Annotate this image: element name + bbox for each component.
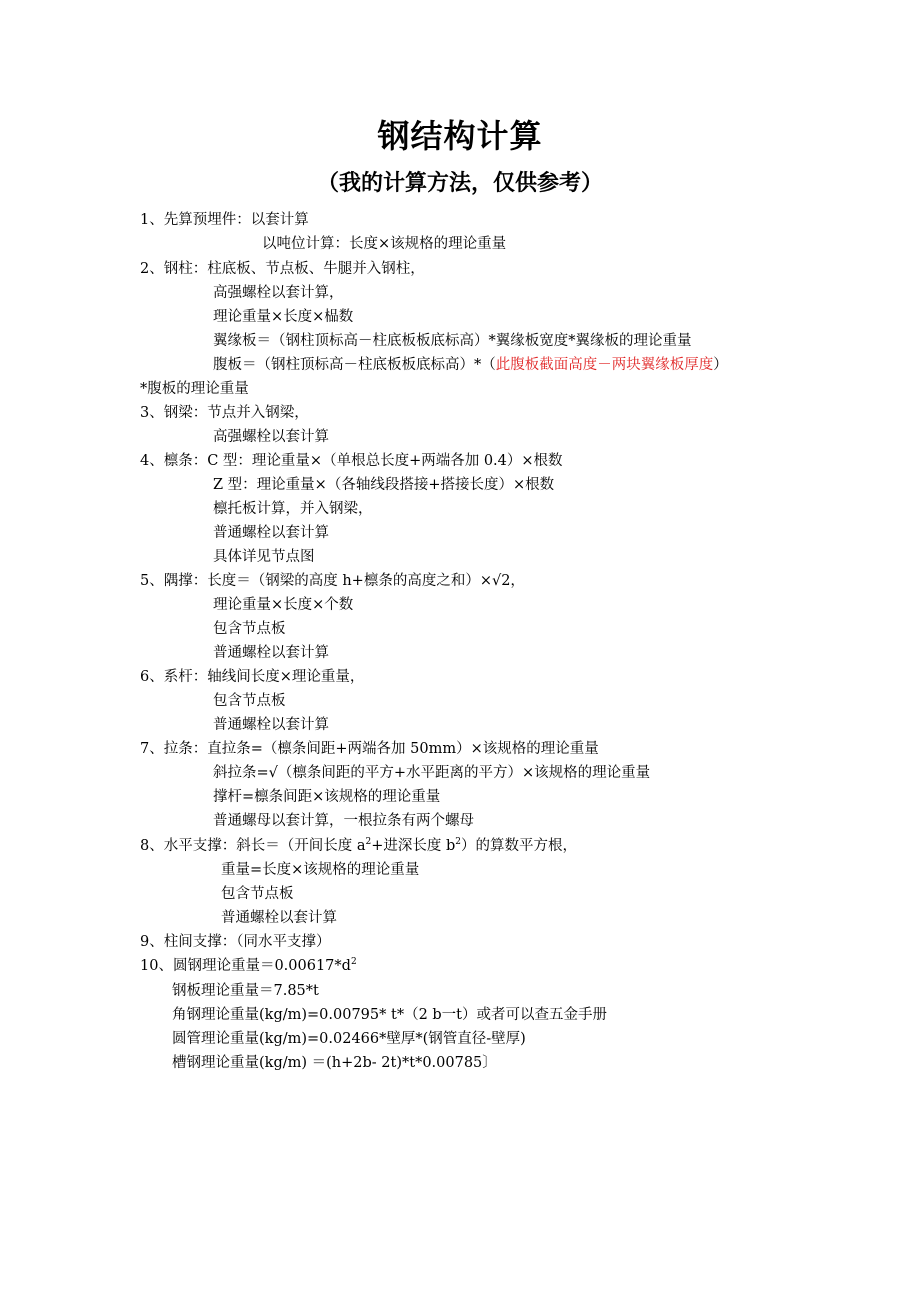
text-line: 4、檩条：C 型：理论重量×（单根总长度+两端各加 0.4）×根数 — [140, 453, 563, 469]
text-line: Z 型：理论重量×（各轴线段搭接+搭接长度）×根数 — [213, 477, 555, 493]
text-line: 理论重量×长度×榀数 — [213, 309, 354, 325]
text-line: 高强螺栓以套计算， — [213, 285, 344, 301]
text-line: 包含节点板 — [221, 886, 294, 902]
text-line: 重量=长度×该规格的理论重量 — [221, 862, 420, 878]
text-line: 斜拉条=√（檩条间距的平方+水平距离的平方）×该规格的理论重量 — [213, 765, 651, 781]
text-line: 理论重量×长度×个数 — [213, 597, 354, 613]
text-line: 10、圆钢理论重量$=0.00617*d^2$ — [140, 957, 357, 974]
text-line: 6、系杆：轴线间长度×理论重量， — [140, 669, 365, 685]
text-line: 普通螺栓以套计算 — [213, 645, 329, 661]
text-line: 包含节点板 — [213, 621, 286, 637]
text-line: 撑杆=檩条间距×该规格的理论重量 — [213, 789, 441, 805]
page-title: 钢结构计算 — [377, 117, 543, 155]
text-line: 普通螺栓以套计算 — [221, 910, 337, 926]
page-subtitle: （我的计算方法，仅供参考） — [316, 171, 603, 196]
text-line: 包含节点板 — [213, 693, 286, 709]
text-line: 3、钢梁：节点并入钢梁， — [140, 405, 309, 421]
text-line: 2、钢柱：柱底板、节点板、牛腿并入钢柱， — [140, 261, 425, 277]
text-line: 翼缘板＝（钢柱顶标高－柱底板板底标高）*翼缘板宽度*翼缘板的理论重量 — [213, 333, 692, 349]
text-line: 普通螺母以套计算，一根拉条有两个螺母 — [213, 813, 474, 829]
text-line: 角钢理论重量(kg/m)=0.00795* t*（2 b一t）或者可以查五金手册 — [172, 1007, 608, 1023]
text-line: 檩托板计算，并入钢梁， — [213, 501, 373, 517]
text-line: 1、先算预埋件：以套计算 — [140, 212, 309, 228]
text-line: 腹板＝（钢柱顶标高－柱底板板底标高）*（此腹板截面高度－两块翼缘板厚度） — [213, 357, 728, 373]
text-line: 槽钢理论重量(kg/m) ＝(h+2b- 2t)*t*0.00785〕 — [172, 1055, 497, 1071]
text-line: 5、隅撑：长度＝（钢梁的高度 h+檩条的高度之和）×√2， — [140, 573, 525, 589]
text-line: 普通螺栓以套计算 — [213, 717, 329, 733]
text-line: 8、水平支撑：斜长＝（开间长度 $a^2+$进深长度 $b^2$）的算数平方根， — [140, 837, 577, 854]
text-line: 9、柱间支撑：（同水平支撑） — [140, 934, 331, 950]
text-line: 高强螺栓以套计算 — [213, 429, 329, 445]
highlight-text: 此腹板截面高度－两块翼缘板厚度 — [495, 357, 714, 373]
text-line: 以吨位计算：长度×该规格的理论重量 — [262, 236, 507, 252]
text-line: 钢板理论重量＝7.85*t — [172, 983, 319, 999]
text-line: 普通螺栓以套计算 — [213, 525, 329, 541]
text-line: 具体详见节点图 — [213, 549, 315, 565]
text-line: *腹板的理论重量 — [140, 381, 249, 397]
text-line: 7、拉条：直拉条=（檩条间距+两端各加 50mm）×该规格的理论重量 — [140, 741, 599, 757]
text-line: 圆管理论重量(kg/m)=0.02466*壁厚*(钢管直径-壁厚) — [172, 1031, 526, 1047]
